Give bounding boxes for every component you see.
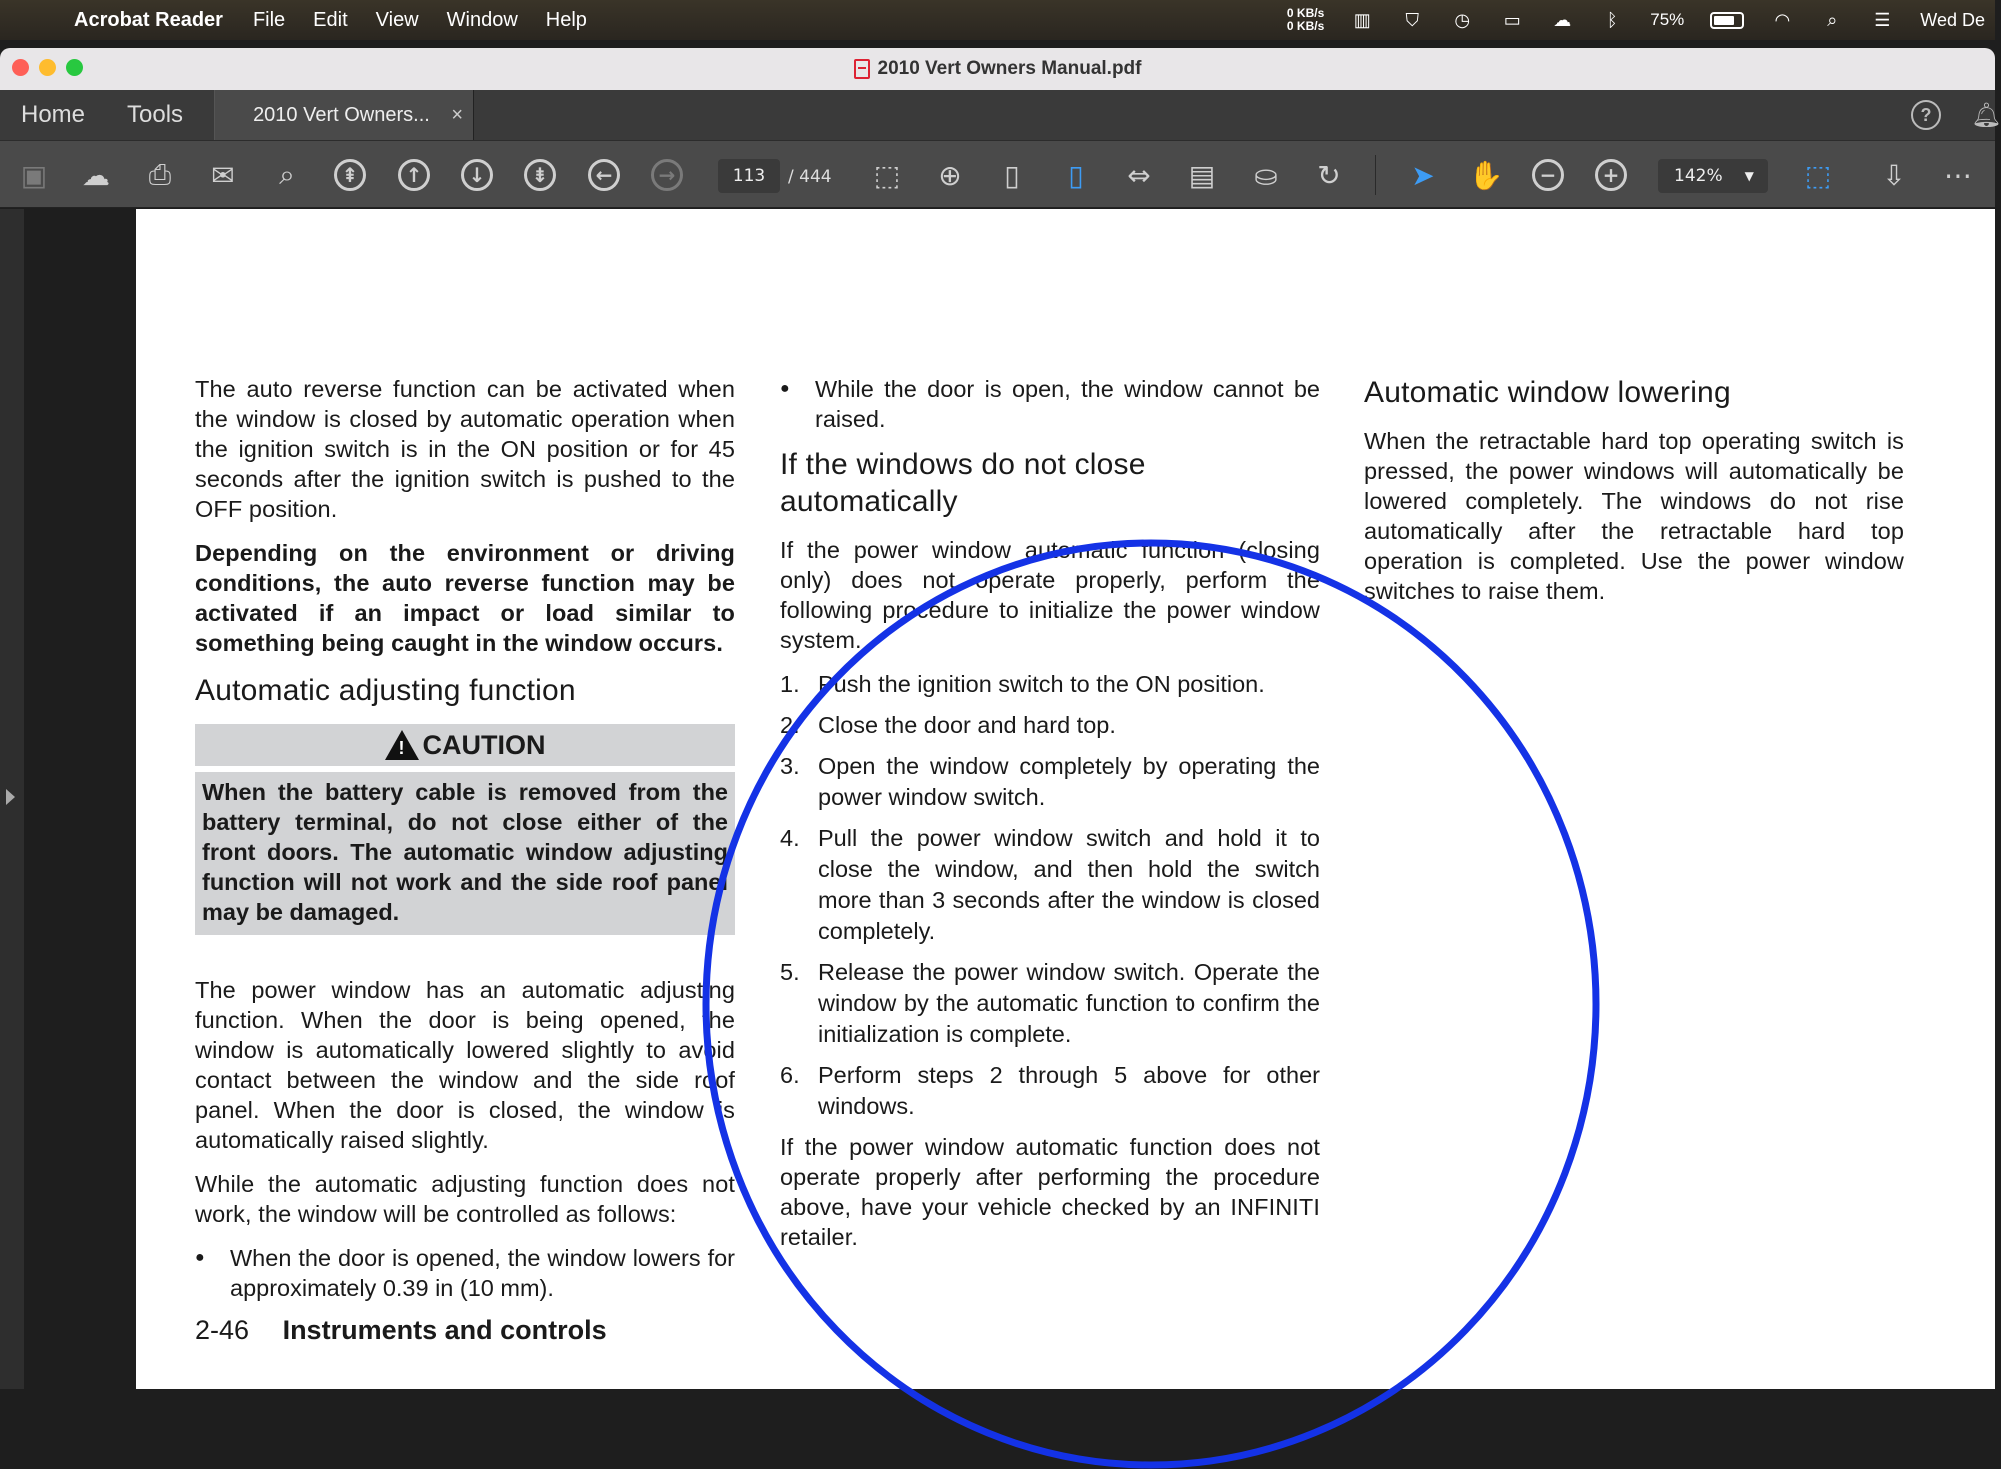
- fit-page-icon[interactable]: ▯: [1068, 158, 1084, 192]
- close-tab-icon[interactable]: ×: [451, 103, 464, 126]
- page-total: / 444: [788, 167, 832, 187]
- spotlight-search-icon[interactable]: ⌕: [1827, 9, 1838, 30]
- read-mode-icon[interactable]: ⇩: [1882, 158, 1906, 192]
- section-heading: Automatic adjusting function: [195, 674, 576, 707]
- step-text: Push the ignition switch to the ON position.: [818, 671, 1265, 697]
- zoom-window-button[interactable]: [66, 59, 83, 76]
- menu-help[interactable]: Help: [545, 8, 587, 31]
- chevron-down-icon: ▼: [1744, 169, 1754, 183]
- list-item: ● While the door is open, the window cannot be raised.: [780, 374, 1320, 434]
- battery-icon[interactable]: [1710, 12, 1744, 29]
- section-heading: Automatic window lowering: [1364, 376, 1731, 409]
- control-center-icon[interactable]: ☰: [1874, 9, 1891, 30]
- list-item: [780, 957, 1320, 1050]
- bullet-list: [780, 374, 1320, 434]
- email-icon[interactable]: ✉: [211, 158, 235, 192]
- notifications-bell-icon[interactable]: 🔔︎: [1971, 101, 2001, 129]
- pdf-page: [136, 209, 1995, 1389]
- dynamic-zoom-icon[interactable]: ⊕: [938, 158, 962, 192]
- list-item: [780, 710, 1320, 741]
- step-text: Open the window completely by operating the power window switch.: [818, 753, 1320, 810]
- tab-tools[interactable]: Tools: [127, 101, 184, 128]
- previous-view-icon[interactable]: ←: [588, 159, 620, 191]
- zoom-in-icon[interactable]: +: [1595, 159, 1627, 191]
- list-item: [780, 1060, 1320, 1122]
- list-item: [780, 669, 1320, 700]
- paragraph: When the retractable hard top operating switch is pressed, the power windows will automatically be lowered completely. The windows do not rise automatically after the retractable hard top operation is completed. Use the power window switches to raise them.: [1364, 428, 1904, 604]
- net-download-speed: 0 KB/s: [1286, 19, 1325, 33]
- paragraph-bold: Depending on the environment or driving conditions, the auto reverse function may be activated if an impact or load similar to something being caught in the window occurs.: [195, 540, 735, 656]
- wifi-icon[interactable]: ◠: [1774, 9, 1791, 30]
- keyboard-icon[interactable]: ▭: [1503, 9, 1521, 30]
- app-menu[interactable]: Acrobat Reader: [74, 8, 223, 31]
- page-number-input[interactable]: 113: [718, 159, 780, 193]
- tab-document-label: 2010 Vert Owners...: [253, 103, 430, 126]
- network-speed[interactable]: [1287, 7, 1324, 33]
- next-page-icon[interactable]: ↓: [461, 159, 493, 191]
- list-item: [780, 751, 1320, 813]
- main-toolbar: [0, 140, 1995, 208]
- section-heading: If the windows do not close automatically: [780, 448, 1146, 518]
- stamp-icon[interactable]: ⛀: [1254, 158, 1278, 192]
- fit-width-icon[interactable]: ⇔: [1127, 158, 1151, 192]
- footer-section-title: Instruments and controls: [282, 1315, 607, 1345]
- paragraph: While the automatic adjusting function does not work, the window will be controlled as follows:: [195, 1171, 735, 1227]
- page-footer: [195, 1315, 607, 1346]
- menu-file[interactable]: File: [252, 8, 286, 31]
- last-page-icon[interactable]: ⇟: [524, 159, 556, 191]
- previous-page-icon[interactable]: ↑: [398, 159, 430, 191]
- caution-title: CAUTION: [422, 729, 546, 760]
- select-arrow-icon[interactable]: ➤: [1411, 158, 1435, 192]
- step-number: 3.: [780, 753, 800, 779]
- zoom-out-icon[interactable]: −: [1532, 159, 1564, 191]
- cloud-icon[interactable]: ☁: [1553, 9, 1572, 30]
- rotate-icon[interactable]: ↻: [1317, 158, 1341, 192]
- toolbar-separator: [1375, 155, 1376, 195]
- step-text: Release the power window switch. Operate the window by the automatic function to confirm the initialization is complete.: [818, 959, 1320, 1047]
- menu-window[interactable]: Window: [446, 8, 518, 31]
- paragraph: The power window has an automatic adjusting function. When the door is being opened, the window is automatically lowered slightly to avoid contact between the window and the side roof panel. When the door is closed, the window is automatically raised slightly.: [195, 977, 735, 1153]
- sidebar-toggle[interactable]: [0, 209, 24, 1389]
- marquee-zoom-icon[interactable]: ⬚: [873, 158, 901, 192]
- bullet-list: [195, 1243, 735, 1303]
- column-middle: [780, 374, 1320, 1266]
- step-number: 2.: [780, 712, 800, 738]
- window-title: 2010 Vert Owners Manual.pdf: [877, 58, 1142, 79]
- step-text: Pull the power window switch and hold it to close the window, and then hold the switch more than 3 seconds after the window is closed completely.: [818, 825, 1320, 944]
- help-icon[interactable]: ?: [1911, 100, 1941, 130]
- hand-tool-icon[interactable]: ✋: [1468, 158, 1504, 192]
- first-page-icon[interactable]: ⇞: [334, 159, 366, 191]
- list-item: [780, 823, 1320, 947]
- tab-bar: [0, 90, 2001, 140]
- time-machine-icon[interactable]: ◷: [1454, 9, 1471, 30]
- battery-percent: 75%: [1650, 10, 1685, 29]
- caution-box: [195, 724, 735, 935]
- caution-header: [195, 724, 735, 766]
- net-upload-speed: 0 KB/s: [1286, 6, 1325, 20]
- network-graph-icon[interactable]: ▥: [1353, 9, 1371, 30]
- menu-edit[interactable]: Edit: [313, 8, 348, 31]
- paragraph: The auto reverse function can be activated when the window is closed by automatic operation when the ignition switch is in the ON position or for 45 seconds after the ignition switch is pushed to the OFF position.: [195, 376, 735, 522]
- macos-menubar: [0, 0, 1995, 40]
- warning-triangle-icon: [385, 730, 419, 760]
- steps-list: [780, 669, 1320, 1122]
- image-export-icon[interactable]: ▤: [1188, 158, 1216, 192]
- step-number: 1.: [780, 671, 800, 697]
- tab-document[interactable]: [214, 90, 474, 140]
- zoom-level-select[interactable]: [1658, 159, 1768, 193]
- step-number: 6.: [780, 1062, 800, 1088]
- step-text: Close the door and hard top.: [818, 712, 1116, 738]
- page-display-icon[interactable]: ⬚: [1804, 158, 1832, 192]
- menubar-clock[interactable]: Wed De: [1920, 9, 1985, 30]
- shield-icon[interactable]: ⛉: [1405, 9, 1420, 30]
- menu-view[interactable]: View: [375, 8, 419, 31]
- step-number: 4.: [780, 825, 800, 851]
- pdf-file-icon: [854, 59, 870, 79]
- actual-size-icon[interactable]: ▯: [1004, 158, 1020, 192]
- close-window-button[interactable]: [12, 59, 29, 76]
- document-viewport[interactable]: [0, 209, 1995, 1389]
- page-number-label: 2-46: [195, 1315, 250, 1345]
- window-titlebar: [0, 48, 1995, 90]
- caution-body: When the battery cable is removed from the battery terminal, do not close either of the front doors. The automatic window adjusting function will not work and the side roof panel may be damaged.: [195, 772, 735, 935]
- more-options-icon[interactable]: ⋯: [1944, 158, 1972, 192]
- bluetooth-icon[interactable]: ᛒ: [1606, 9, 1618, 30]
- step-number: 5.: [780, 959, 800, 985]
- save-icon[interactable]: ▣: [20, 158, 48, 192]
- zoom-search-icon[interactable]: ⌕: [279, 158, 295, 191]
- print-icon[interactable]: ⎙: [148, 158, 172, 191]
- expand-arrow-icon: [6, 789, 15, 805]
- paragraph: If the power window automatic function does not operate properly after performing the procedure above, have your vehicle checked by an INFINITI retailer.: [780, 1134, 1320, 1250]
- zoom-level-value: 142%: [1674, 166, 1723, 186]
- step-text: Perform steps 2 through 5 above for other windows.: [818, 1062, 1320, 1119]
- list-item: ● When the door is opened, the window lowers for approximately 0.39 in (10 mm).: [195, 1243, 735, 1303]
- paragraph: If the power window automatic function (closing only) does not operate properly, perform the following procedure to initialize the power window system.: [780, 537, 1320, 653]
- upload-cloud-icon[interactable]: ☁: [82, 158, 110, 192]
- traffic-lights: [12, 59, 83, 76]
- next-view-icon[interactable]: →: [651, 159, 683, 191]
- tab-home[interactable]: Home: [21, 101, 86, 128]
- minimize-window-button[interactable]: [39, 59, 56, 76]
- column-right: [1364, 374, 1904, 620]
- column-left: [195, 374, 735, 1315]
